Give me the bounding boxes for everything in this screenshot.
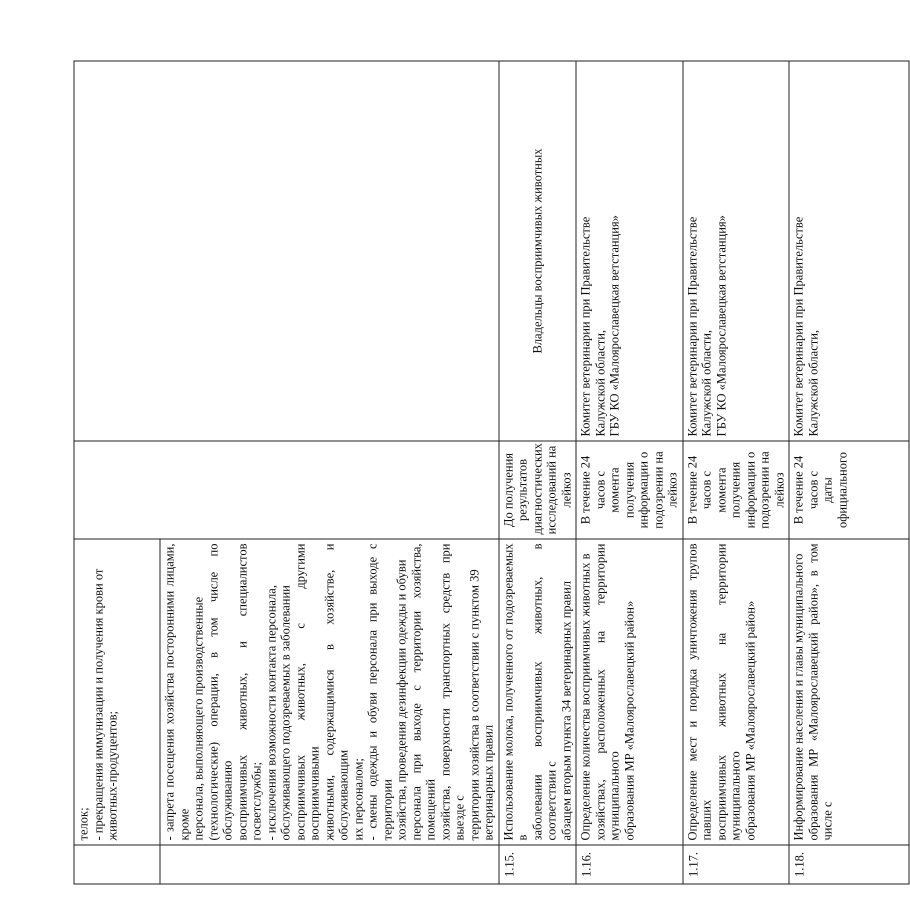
deadline-line: информации о <box>743 451 757 529</box>
text-line: образования МР «Малоярославецкий район» <box>743 600 757 841</box>
text-line: Использование молока, полученного от подозреваемых в <box>501 543 530 841</box>
responsible-line: Комитет ветеринарии при Правительстве <box>578 216 593 437</box>
deadline-line: диагностических <box>530 443 544 535</box>
measure-text <box>499 539 577 845</box>
text-line: их персоналом; <box>351 758 365 841</box>
text-line: восприимчивых животных, и специалистов госветслужбы; <box>235 543 264 841</box>
responsible-line: Комитет ветеринарии при Правительстве <box>685 216 699 437</box>
responsible-line: ГБУ КО «Малоярославецкая ветстанция» <box>607 215 622 437</box>
text-line: Определение количества восприимчивых животных в <box>578 553 593 841</box>
deadline-line: В течение 24 часов с <box>685 455 714 525</box>
responsible-cell <box>74 61 499 441</box>
text-line: территории хозяйства в соответствии с пунктом 39 <box>467 569 481 841</box>
deadline-cell <box>499 441 577 539</box>
table-row <box>683 61 790 884</box>
deadline-line: даты официального <box>820 451 849 529</box>
deadline-cell <box>789 441 909 539</box>
responsible-cell <box>789 61 909 441</box>
measure-text <box>74 539 160 845</box>
deadline-cell <box>74 441 499 539</box>
row-number: 1.18. <box>789 845 909 884</box>
measure-text <box>789 539 909 845</box>
text-line: животными, содержащимися в хозяйстве, и обслуживающим <box>322 543 351 841</box>
responsible-cell <box>499 61 577 441</box>
deadline-line: момента получения <box>714 461 743 519</box>
text-line: заболевании восприимчивых животных, в соответствии с <box>530 543 559 841</box>
text-line: Информирование населения и главы муниципального <box>791 553 806 841</box>
responsible-line: Калужской области, <box>806 329 820 437</box>
responsible-line: Калужской области, <box>593 329 607 437</box>
measures-table <box>74 61 910 885</box>
text-line: образования МР «Малоярославецкий район» <box>622 600 636 841</box>
deadline-line: В течение 24 часов с <box>578 455 607 525</box>
deadline-line: До получения <box>501 452 515 528</box>
row-number: 1.15. <box>499 845 577 884</box>
deadline-line: момента получения <box>607 461 636 519</box>
text-line: - запрета посещения хозяйства посторонними лицами, кроме <box>162 543 191 841</box>
responsible-line: Комитет ветеринарии при Правительстве <box>791 216 806 437</box>
responsible-line: Калужской области, <box>699 329 714 437</box>
row-number <box>74 845 160 884</box>
responsible-line: ГБУ КО «Малоярославецкая ветстанция» <box>714 215 728 437</box>
table-row <box>499 61 577 884</box>
measure-text <box>683 539 790 845</box>
table-row <box>789 61 909 884</box>
text-line: (технологические) операции, в том числе по обслуживанию <box>206 543 235 841</box>
deadline-line: информации о <box>636 451 651 529</box>
text-line: хозяйства, проведения дезинфекции одежды и обуви <box>394 559 409 841</box>
text-line: восприимчивых животных, с другими восприимчивыми <box>293 543 322 841</box>
measure-text <box>576 539 683 845</box>
text-line: ветеринарных правил <box>481 724 496 841</box>
text-line: абзацем вторым пункта 34 ветеринарных правил <box>559 580 573 841</box>
rotated-page <box>74 62 849 885</box>
row-number <box>160 845 499 884</box>
text-line: обслуживающего подозреваемых в заболевании <box>278 585 293 841</box>
deadline-line: подозрении на лейкоз <box>651 451 680 529</box>
text-line: - смены одежды и обуви персонала при выходе с территории <box>365 543 394 841</box>
text-line: - исключения возможности контакта персонала, <box>264 585 278 841</box>
responsible-line: Владельцы восприимчивых животных <box>530 148 544 354</box>
text-line: Определение мест и порядка уничтожения трупов павших <box>685 543 714 841</box>
deadline-line: подозрении на лейкоз <box>757 451 786 529</box>
table-row <box>74 61 160 884</box>
text-line: образования МР «Малоярославецкий район», в том числе с <box>806 543 835 841</box>
deadline-line: исследований на лейкоз <box>544 445 573 535</box>
responsible-cell <box>576 61 683 441</box>
text-line: животных-продуцентов; <box>105 711 120 841</box>
text-line: - прекращения иммунизации и получения крови от <box>91 568 105 841</box>
text-line: телок; <box>76 807 91 841</box>
deadline-cell <box>576 441 683 539</box>
deadline-cell <box>683 441 790 539</box>
text-line: восприимчивых животных на территории муниципального <box>714 543 743 841</box>
deadline-line: В течение 24 часов с <box>791 455 820 525</box>
text-line: хозяйства, поверхности транспортных средств при выезде с <box>438 543 467 841</box>
text-line: персонала, выполняющего производственные <box>191 596 206 841</box>
row-number: 1.16. <box>576 845 683 884</box>
text-line: персонала при выходе с территории хозяйства, помещений <box>409 543 438 841</box>
deadline-line: результатов <box>515 458 530 522</box>
row-number: 1.17. <box>683 845 790 884</box>
table-row <box>576 61 683 884</box>
text-line: хозяйствах, расположенных на территории муниципального <box>593 543 622 841</box>
measure-text <box>160 539 499 845</box>
responsible-cell <box>683 61 790 441</box>
